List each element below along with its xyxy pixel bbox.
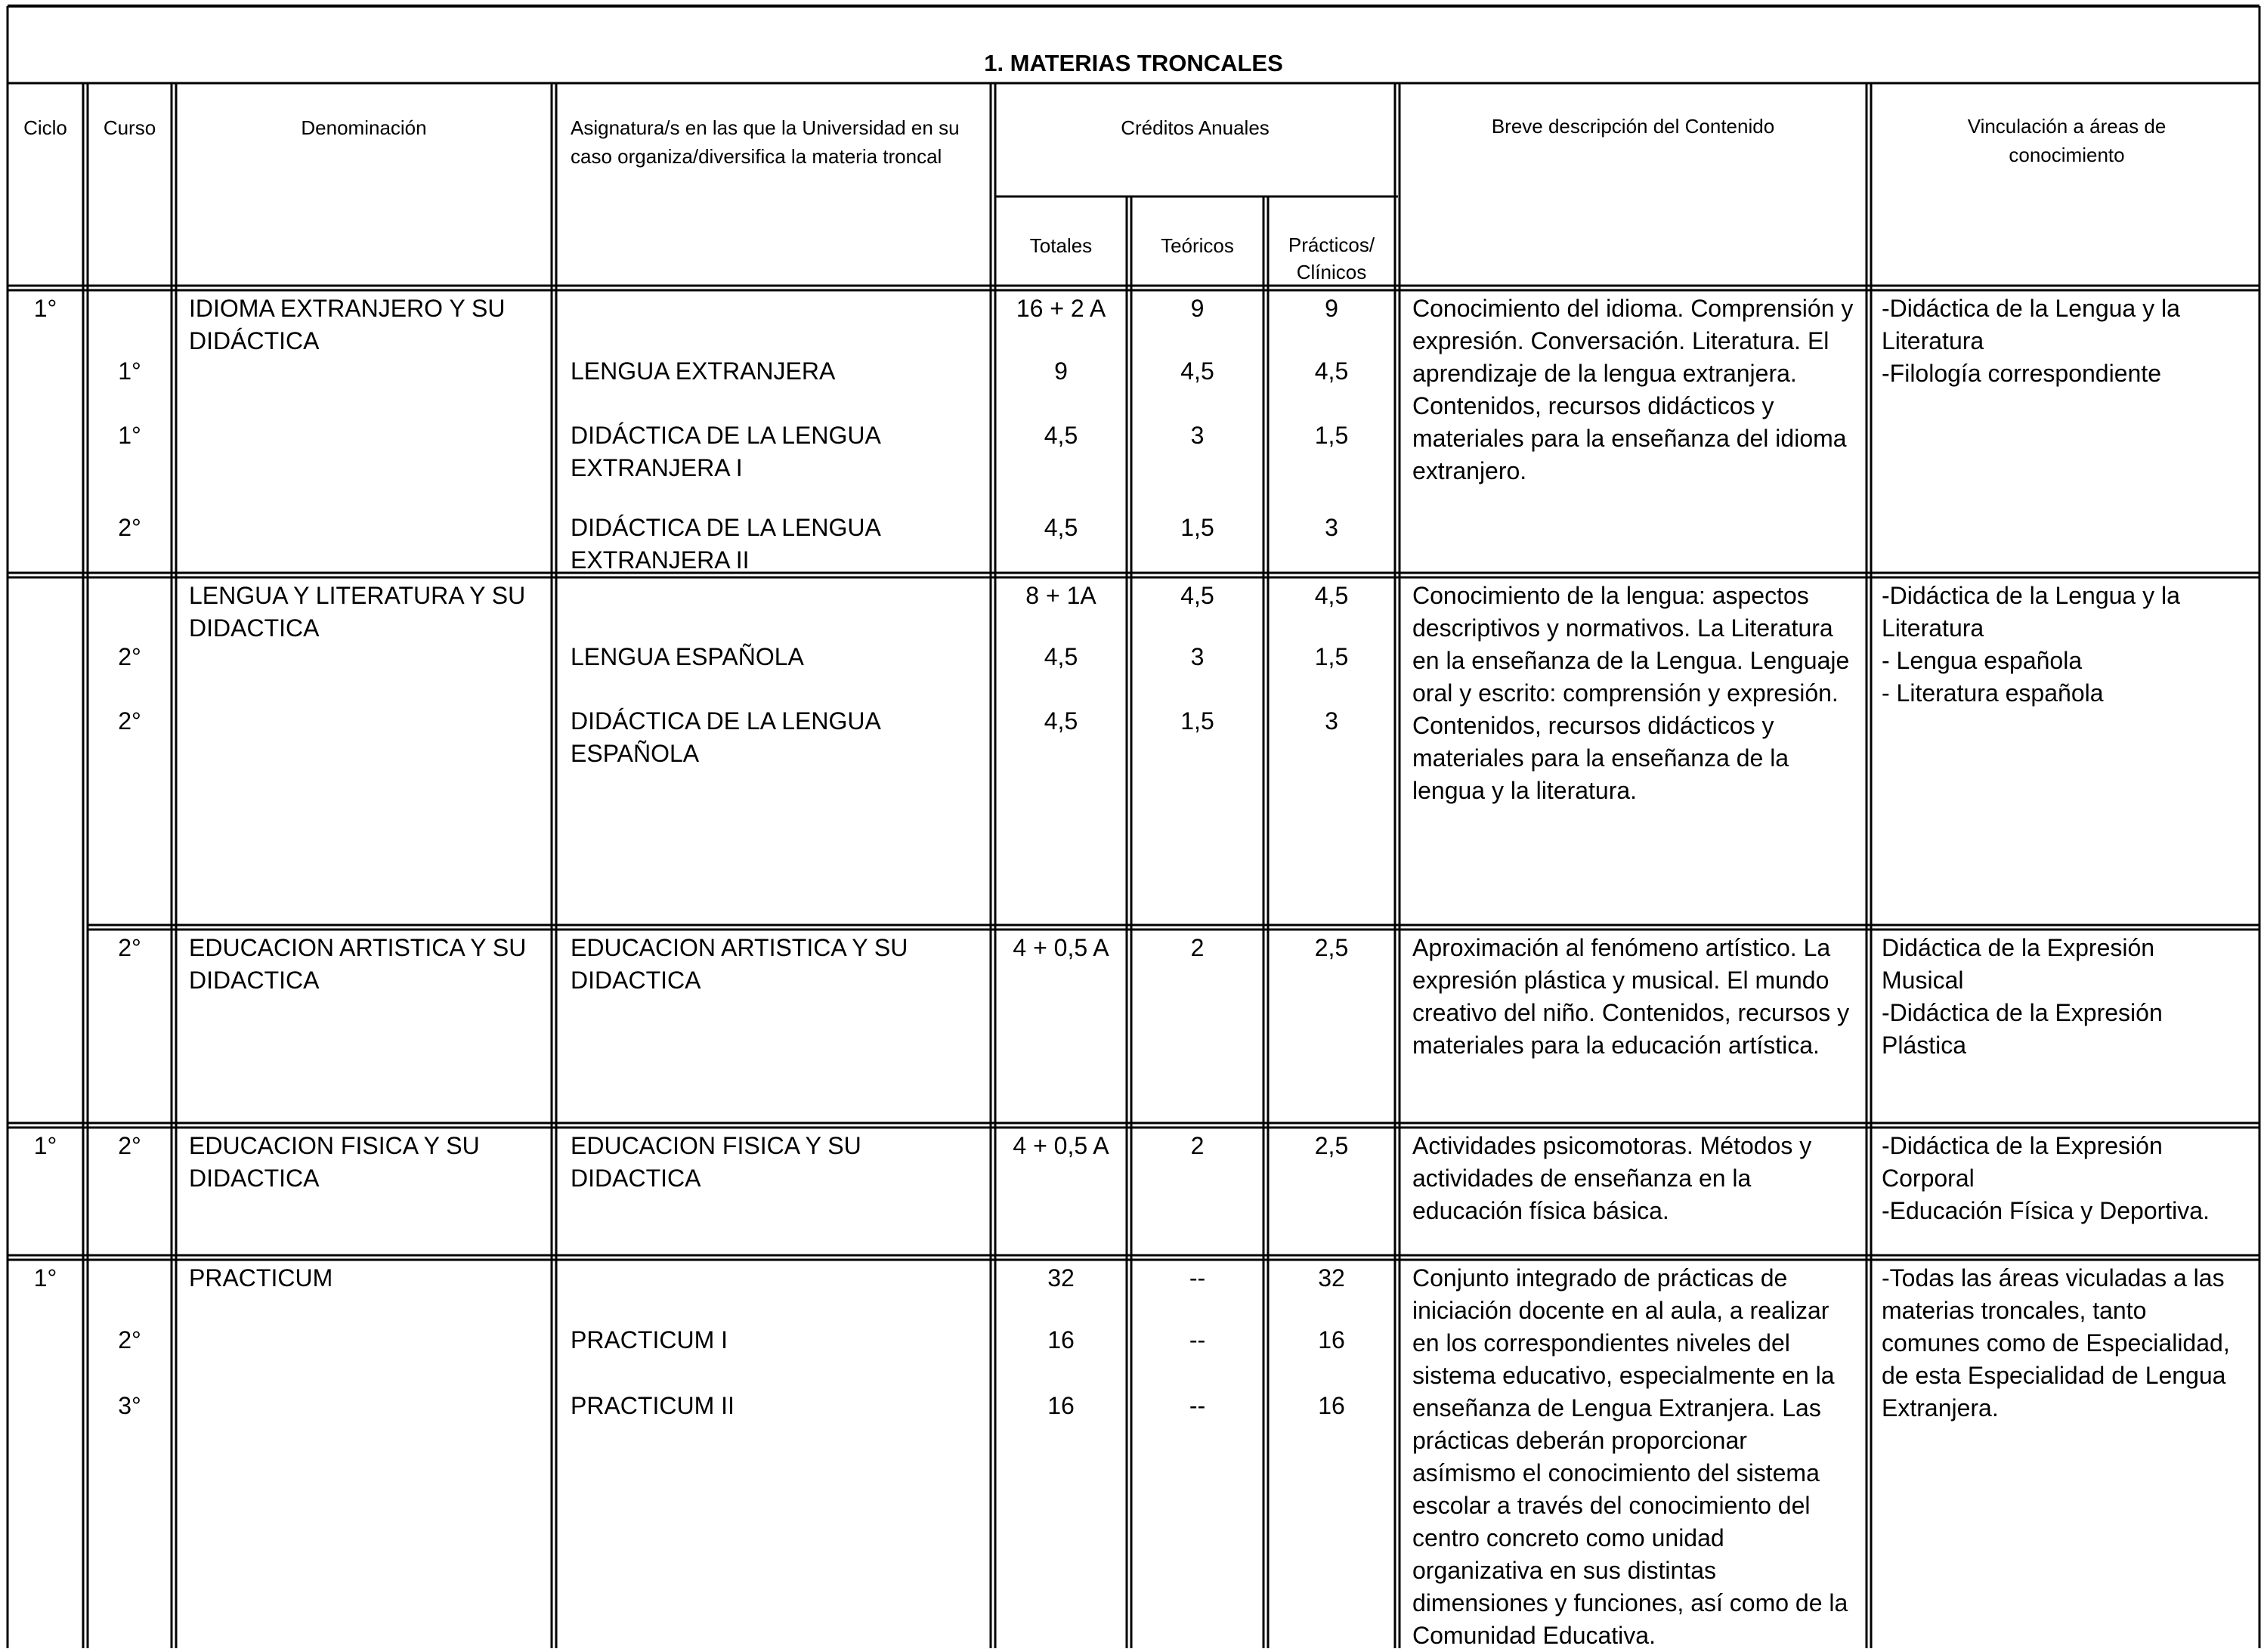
cell-descripcion: sistema educativo, especialmente en la (1412, 1362, 1835, 1389)
header-curso: Curso (103, 116, 156, 139)
header-practicos: Prácticos/ Clínicos (1288, 234, 1375, 283)
cell-denominacion: DIDACTICA (189, 614, 320, 642)
cell-descripcion: actividades de enseñanza en la (1412, 1165, 1752, 1192)
cell-descripcion: escolar a través del conocimiento del (1412, 1492, 1811, 1519)
cell-totales: 16 (1047, 1392, 1075, 1419)
header-vinculacion: Vinculación a áreas de conocimiento (1967, 115, 2167, 166)
cell-totales: 4,5 (1044, 422, 1078, 449)
cell-descripcion: prácticas deberán proporcionar (1412, 1427, 1747, 1454)
cell-asignatura: ESPAÑOLA (571, 740, 700, 767)
header-creditos: Créditos Anuales (1121, 116, 1270, 139)
cell-asignatura: DIDACTICA (571, 967, 701, 994)
cell-totales: 4 + 0,5 A (1013, 934, 1109, 961)
cell-teoricos: 1,5 (1180, 514, 1214, 541)
cell-totales: 4,5 (1044, 643, 1078, 670)
cell-totales: 9 (1054, 357, 1068, 385)
cell-totales: 4,5 (1044, 514, 1078, 541)
cell-practicos: 3 (1325, 707, 1338, 735)
cell-vinculacion: Musical (1882, 967, 1964, 994)
cell-practicos: 4,5 (1314, 357, 1349, 385)
header-teoricos: Teóricos (1161, 234, 1234, 257)
cell-vinculacion: Corporal (1882, 1165, 1975, 1192)
cell-denominacion: LENGUA Y LITERATURA Y SU (189, 582, 526, 609)
cell-descripcion: organizativa en sus distintas (1412, 1557, 1716, 1584)
cell-vinculacion: -Filología correspondiente (1882, 360, 2161, 387)
cell-practicos: 9 (1325, 295, 1338, 322)
cell-teoricos: -- (1189, 1392, 1206, 1419)
cell-vinculacion: -Didáctica de la Expresión (1882, 1132, 2163, 1159)
cell-asignatura: DIDÁCTICA DE LA LENGUA (571, 514, 881, 541)
cell-ciclo: 1° (33, 1264, 57, 1292)
cell-descripcion: oral y escrito: comprensión y expresión. (1412, 679, 1839, 707)
cell-practicos: 1,5 (1314, 422, 1349, 449)
cell-asignatura: PRACTICUM I (571, 1326, 728, 1353)
cell-totales: 4 + 0,5 A (1013, 1132, 1109, 1159)
cell-totales: 16 + 2 A (1016, 295, 1106, 322)
cell-descripcion: Aproximación al fenómeno artístico. La (1412, 934, 1831, 961)
cell-vinculacion: -Didáctica de la Lengua y la (1882, 295, 2180, 322)
cell-asignatura: DIDÁCTICA DE LA LENGUA (571, 422, 881, 449)
cell-vinculacion: comunes como de Especialidad, (1882, 1329, 2230, 1357)
cell-curso: 2° (118, 707, 141, 735)
cell-totales: 4,5 (1044, 707, 1078, 735)
cell-curso: 1° (118, 422, 141, 449)
cell-teoricos: 3 (1190, 643, 1205, 670)
cell-descripcion: extranjero. (1412, 457, 1527, 484)
cell-descripcion: Conjunto integrado de prácticas de (1412, 1264, 1788, 1292)
cell-denominacion: DIDÁCTICA (189, 327, 320, 354)
cell-descripcion: Conocimiento de la lengua: aspectos (1412, 582, 1809, 609)
cell-descripcion: aprendizaje de la lengua extranjera. (1412, 360, 1797, 387)
cell-denominacion: PRACTICUM (189, 1264, 333, 1292)
cell-vinculacion: Didáctica de la Expresión (1882, 934, 2155, 961)
cell-totales: 8 + 1A (1025, 582, 1096, 609)
cell-asignatura: LENGUA EXTRANJERA (571, 357, 836, 385)
cell-denominacion: EDUCACION FISICA Y SU (189, 1132, 480, 1159)
header-asignaturas: Asignatura/s en las que la Universidad en su caso organiza/diversifica la materia troncal (571, 116, 960, 168)
cell-vinculacion: - Literatura española (1882, 679, 2104, 707)
table-title: 1. MATERIAS TRONCALES (984, 50, 1283, 76)
cell-curso: 2° (118, 934, 141, 961)
cell-ciclo: 1° (33, 295, 57, 322)
cell-teoricos: 1,5 (1180, 707, 1214, 735)
cell-descripcion: descriptivos y normativos. La Literatura (1412, 614, 1833, 642)
cell-practicos: 4,5 (1314, 582, 1349, 609)
cell-practicos: 1,5 (1314, 643, 1349, 670)
header-totales: Totales (1029, 234, 1093, 257)
cell-curso: 3° (118, 1392, 141, 1419)
cell-descripcion: materiales para la enseñanza del idioma (1412, 425, 1847, 452)
cell-practicos: 2,5 (1314, 934, 1349, 961)
cell-curso: 2° (118, 514, 141, 541)
cell-asignatura: EDUCACION FISICA Y SU (571, 1132, 861, 1159)
cell-descripcion: Actividades psicomotoras. Métodos y (1412, 1132, 1812, 1159)
cell-asignatura: DIDÁCTICA DE LA LENGUA (571, 707, 881, 735)
cell-teoricos: 9 (1190, 295, 1205, 322)
cell-teoricos: 2 (1190, 934, 1205, 961)
cell-practicos: 16 (1318, 1392, 1345, 1419)
cell-vinculacion: Literatura (1882, 327, 1984, 354)
cell-vinculacion: -Didáctica de la Expresión (1882, 999, 2163, 1026)
cell-descripcion: asímismo el conocimiento del sistema (1412, 1459, 1820, 1486)
cell-teoricos: 2 (1190, 1132, 1205, 1159)
cell-curso: 2° (118, 1326, 141, 1353)
cell-descripcion: lengua y la literatura. (1412, 777, 1638, 804)
cell-asignatura: EXTRANJERA I (571, 454, 743, 481)
cell-denominacion: IDIOMA EXTRANJERO Y SU (189, 295, 506, 322)
cell-descripcion: expresión plástica y musical. El mundo (1412, 967, 1829, 994)
cell-descripcion: materiales para la educación artística. (1412, 1032, 1820, 1059)
cell-denominacion: EDUCACION ARTISTICA Y SU (189, 934, 527, 961)
cell-descripcion: Comunidad Educativa. (1412, 1622, 1656, 1649)
cell-vinculacion: -Educación Física y Deportiva. (1882, 1197, 2210, 1224)
cell-vinculacion: - Lengua española (1882, 647, 2083, 674)
cell-teoricos: 3 (1190, 422, 1205, 449)
cell-descripcion: expresión. Conversación. Literatura. El (1412, 327, 1829, 354)
cell-practicos: 32 (1318, 1264, 1345, 1292)
cell-teoricos: 4,5 (1180, 357, 1214, 385)
cell-asignatura: DIDACTICA (571, 1165, 701, 1192)
cell-vinculacion: de esta Especialidad de Lengua (1882, 1362, 2226, 1389)
cell-denominacion: DIDACTICA (189, 1165, 320, 1192)
cell-descripcion: materiales para la enseñanza de la (1412, 744, 1789, 772)
cell-totales: 32 (1047, 1264, 1075, 1292)
cell-descripcion: dimensiones y funciones, así como de la (1412, 1589, 1848, 1616)
cell-totales: 16 (1047, 1326, 1075, 1353)
cell-descripcion: enseñanza de Lengua Extranjera. Las (1412, 1394, 1821, 1422)
cell-vinculacion: -Didáctica de la Lengua y la (1882, 582, 2180, 609)
cell-ciclo: 1° (33, 1132, 57, 1159)
cell-vinculacion: Extranjera. (1882, 1394, 1999, 1422)
cell-teoricos: -- (1189, 1326, 1206, 1353)
cell-denominacion: DIDACTICA (189, 967, 320, 994)
cell-practicos: 16 (1318, 1326, 1345, 1353)
cell-descripcion: en los correspondientes niveles del (1412, 1329, 1790, 1357)
cell-descripcion: centro concreto como unidad (1412, 1524, 1724, 1551)
cell-vinculacion: -Todas las áreas viculadas a las (1882, 1264, 2225, 1292)
cell-asignatura: PRACTICUM II (571, 1392, 735, 1419)
cell-descripcion: creativo del niño. Contenidos, recursos y (1412, 999, 1850, 1026)
header-denominacion: Denominación (301, 116, 427, 139)
cell-descripcion: Conocimiento del idioma. Comprensión y (1412, 295, 1854, 322)
cell-vinculacion: materias troncales, tanto (1882, 1297, 2147, 1324)
cell-curso: 1° (118, 357, 141, 385)
header-ciclo: Ciclo (23, 116, 67, 139)
cell-vinculacion: Literatura (1882, 614, 1984, 642)
header-descripcion: Breve descripción del Contenido (1491, 115, 1775, 138)
cell-curso: 2° (118, 643, 141, 670)
cell-curso: 2° (118, 1132, 141, 1159)
cell-asignatura: EXTRANJERA II (571, 546, 750, 574)
cell-practicos: 2,5 (1314, 1132, 1349, 1159)
cell-teoricos: 4,5 (1180, 582, 1214, 609)
cell-vinculacion: Plástica (1882, 1032, 1967, 1059)
cell-descripcion: Contenidos, recursos didácticos y (1412, 392, 1774, 419)
cell-descripcion: en la enseñanza de la Lengua. Lenguaje (1412, 647, 1850, 674)
cell-asignatura: EDUCACION ARTISTICA Y SU (571, 934, 908, 961)
cell-descripcion: iniciación docente en al aula, a realizar (1412, 1297, 1829, 1324)
cell-descripcion: educación física básica. (1412, 1197, 1669, 1224)
cell-descripcion: Contenidos, recursos didácticos y (1412, 712, 1774, 739)
cell-practicos: 3 (1325, 514, 1338, 541)
cell-asignatura: LENGUA ESPAÑOLA (571, 643, 804, 670)
cell-teoricos: -- (1189, 1264, 1206, 1292)
